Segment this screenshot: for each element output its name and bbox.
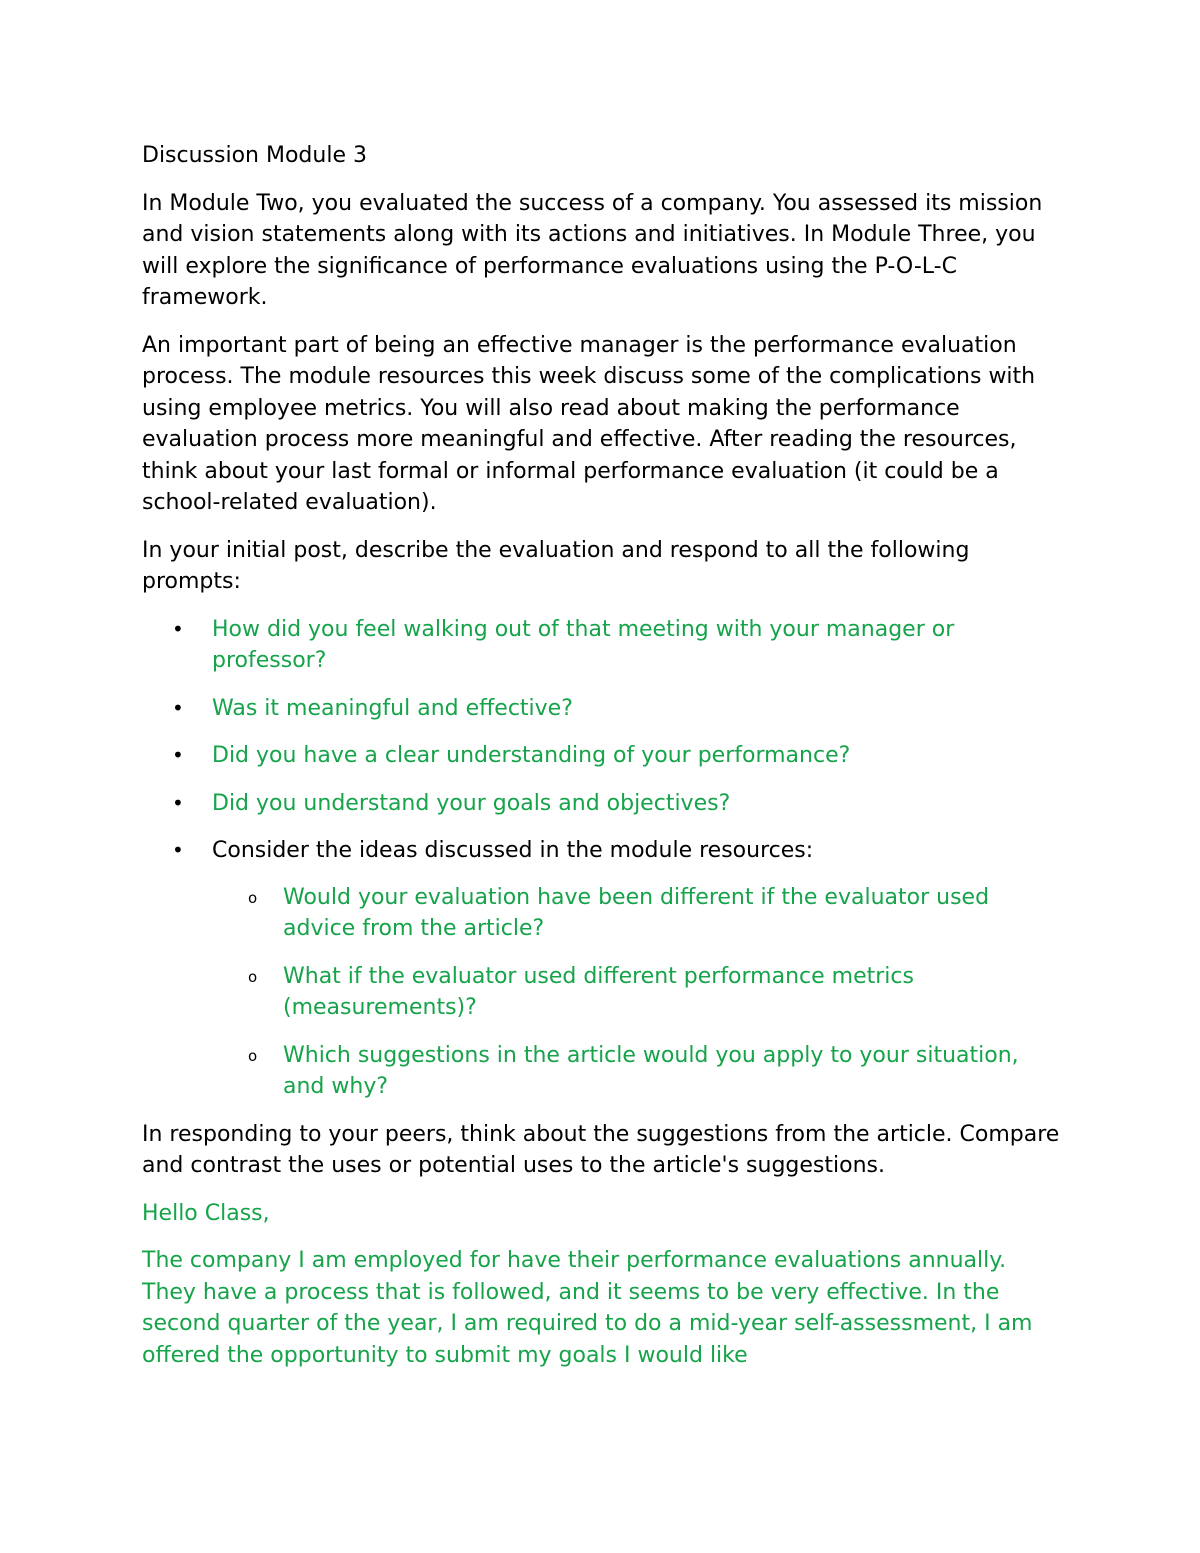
bullet-marker: • (172, 790, 184, 815)
intro-paragraph: In Module Two, you evaluated the success of a company. You assessed its mission and vision statements along with its actions and initiatives. In Module Three, you will explore the significance of performance evaluations using the P-O-L-C framework. (142, 190, 1043, 310)
sub-prompt-question: Would your evaluation have been different if the evaluator used advice from the article? (283, 884, 990, 941)
sub-list-item (212, 961, 1062, 1024)
prompt-list (142, 614, 1062, 1103)
bullet-marker: • (172, 838, 184, 862)
sub-prompt-list (212, 882, 1062, 1103)
peer-response-instructions: In responding to your peers, think about the suggestions from the article. Compare and contrast the uses or potential uses to the article's suggestions. (142, 1121, 1060, 1178)
list-item (142, 693, 1062, 725)
sub-bullet-marker: o (248, 967, 258, 986)
list-item (142, 740, 1062, 772)
response-greeting: Hello Class, (142, 1200, 270, 1226)
list-item (142, 835, 1062, 1103)
prompt-question: Did you have a clear understanding of your performance? (212, 743, 851, 768)
sub-bullet-marker: o (248, 1046, 258, 1065)
sub-prompt-question: What if the evaluator used different performance metrics (measurements)? (283, 963, 914, 1020)
list-item (142, 614, 1062, 677)
sub-prompt-question: Which suggestions in the article would you apply to your situation, and why? (283, 1042, 1019, 1099)
bullet-marker: • (172, 695, 184, 720)
bullet-marker: • (172, 616, 184, 641)
prompt-paragraph: In your initial post, describe the evaluation and respond to all the following prompts: (142, 537, 970, 594)
bullet-marker: • (172, 743, 184, 767)
prompt-question: Was it meaningful and effective? (212, 695, 573, 721)
prompt-question: How did you feel walking out of that meeting with your manager or professor? (212, 616, 955, 673)
sub-list-item (212, 1040, 1062, 1103)
document-page (142, 140, 1062, 1387)
response-body: The company I am employed for have their performance evaluations annually. They have a process that is followed, and it seems to be very effective. In the second quarter of the year, I am required to do a mid-year self-assessment, I am offered the opportunity to submit my goals I would like (142, 1248, 1033, 1368)
list-item (142, 788, 1062, 820)
prompt-instruction: Consider the ideas discussed in the module resources: (212, 838, 814, 863)
sub-list-item (212, 882, 1062, 945)
document-title: Discussion Module 3 (142, 143, 367, 168)
context-paragraph: An important part of being an effective manager is the performance evaluation process. The module resources this week discuss some of the complications with using employee metrics. You will also read about making the performance evaluation process more meaningful and effective. After reading the resources, think about your last formal or informal performance evaluation (it could be a school-related evaluation). (142, 332, 1036, 515)
prompt-question: Did you understand your goals and objectives? (212, 790, 731, 816)
sub-bullet-marker: o (248, 888, 258, 907)
